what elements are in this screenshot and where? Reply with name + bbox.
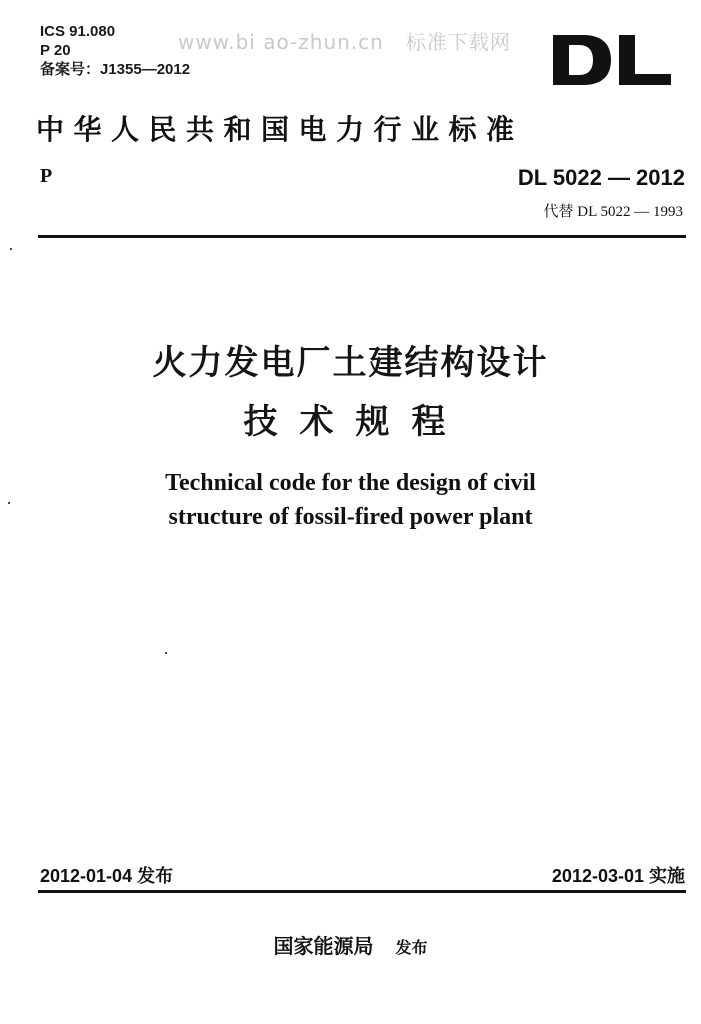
bottom-divider <box>38 890 686 893</box>
issuer <box>0 930 701 959</box>
title-en-line1: Technical code for the design of civil <box>165 470 536 496</box>
title-cn-line1: 火力发电厂土建结构设计 <box>152 343 549 383</box>
watermark-url: www.bi ao-zhun.cn <box>178 30 384 54</box>
title-cn-line2: 技术规程 <box>243 402 468 442</box>
effective-date: 2012-03-01 实施 <box>551 866 685 886</box>
watermark <box>178 26 511 55</box>
scan-speck <box>165 652 167 654</box>
category-code: P 20 <box>40 42 71 59</box>
issuer-name: 国家能源局 <box>273 934 374 958</box>
scan-speck <box>8 502 10 504</box>
standard-code: DL 5022 — 2012 <box>517 165 685 190</box>
category-letter: P <box>40 165 53 187</box>
top-divider <box>38 235 686 238</box>
ministry-standard-line: 中华人民共和国电力行业标准 <box>36 113 524 146</box>
watermark-site: 标准下载网 <box>405 30 511 54</box>
issuer-verb: 发布 <box>395 938 428 957</box>
record-number: 备案号：J1355—2012 <box>40 61 191 78</box>
ics-code: ICS 91.080 <box>40 23 116 40</box>
title-en <box>0 466 701 534</box>
replaces-standard: 代替 DL 5022 — 1993 <box>543 204 683 220</box>
issue-date: 2012-01-04 发布 <box>40 866 174 886</box>
title-en-line2: structure of fossil-fired power plant <box>168 504 533 530</box>
meta-block <box>40 22 190 79</box>
scan-speck <box>10 248 12 250</box>
dl-logo <box>553 35 671 85</box>
